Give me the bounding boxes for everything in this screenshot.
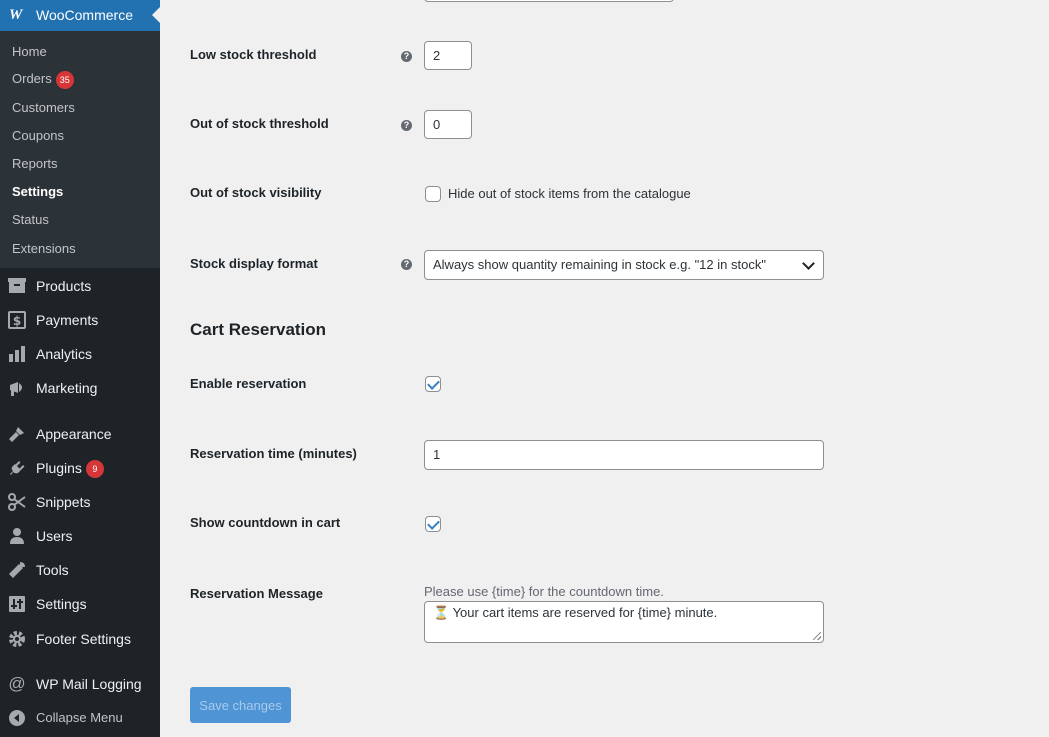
appearance-icon (8, 425, 26, 443)
plugins-icon (8, 459, 26, 477)
help-tip-icon[interactable]: ? (401, 259, 412, 270)
menu-item-users[interactable]: Users (0, 519, 160, 553)
low-stock-threshold-input[interactable]: 2 (424, 41, 472, 70)
previous-field-input[interactable] (424, 0, 674, 2)
menu-item-analytics[interactable]: Analytics (0, 337, 160, 371)
submenu-item-reports[interactable]: Reports (12, 156, 58, 171)
marketing-icon (8, 379, 26, 397)
at-sign-icon: @ (8, 674, 26, 693)
help-tip-icon[interactable]: ? (401, 120, 412, 131)
menu-item-woocommerce[interactable] (0, 0, 160, 31)
checkmark-icon (427, 377, 440, 390)
settings-content (160, 0, 1049, 737)
snippets-icon (8, 493, 26, 511)
hide-out-of-stock-checkbox-label[interactable]: Hide out of stock items from the catalogue (448, 186, 691, 201)
menu-item-plugins[interactable]: Plugins 9 (0, 451, 160, 485)
plugins-update-badge: 9 (86, 460, 104, 478)
out-of-stock-threshold-label: Out of stock threshold (190, 116, 329, 131)
payments-icon (8, 311, 26, 329)
enable-reservation-checkbox[interactable] (425, 376, 441, 392)
section-title: Cart Reservation (190, 320, 327, 339)
menu-item-payments[interactable]: $ Payments (0, 303, 160, 337)
reservation-time-input[interactable]: 1 (424, 440, 824, 470)
enable-reservation-label: Enable reservation (190, 376, 307, 391)
reservation-time-label: Reservation time (minutes) (190, 446, 357, 461)
collapse-menu-button[interactable]: Collapse Menu (0, 701, 160, 735)
menu-item-tools[interactable]: Tools (0, 553, 160, 587)
save-changes-button[interactable]: Save changes (190, 687, 291, 723)
menu-item-snippets[interactable]: Snippets (0, 485, 160, 519)
menu-item-footer-settings[interactable]: Footer Settings (0, 622, 160, 656)
menu-item-wp-mail-logging[interactable]: @ WP Mail Logging (8, 674, 142, 693)
stock-display-format-value: Always show quantity remaining in stock e.g. "12 in stock" (433, 257, 766, 272)
woocommerce-icon: W (9, 7, 23, 23)
menu-item-marketing[interactable]: Marketing (0, 371, 160, 405)
products-icon (8, 277, 26, 295)
tools-icon (8, 561, 26, 579)
menu-item-products[interactable]: Products (0, 269, 160, 303)
submenu-item-coupons[interactable]: Coupons (12, 128, 65, 143)
users-icon (8, 527, 26, 545)
checkmark-icon (427, 517, 440, 530)
low-stock-threshold-label: Low stock threshold (190, 47, 317, 62)
menu-item-appearance[interactable]: Appearance (0, 417, 160, 451)
out-of-stock-visibility-label: Out of stock visibility (190, 185, 322, 200)
reservation-message-value: ⏳ Your cart items are reserved for {time} minute. (433, 605, 718, 620)
collapse-icon (8, 709, 26, 727)
svg-text:$: $ (12, 314, 22, 328)
help-tip-icon[interactable]: ? (401, 51, 412, 62)
submenu-item-customers[interactable]: Customers (12, 100, 75, 115)
gear-icon (8, 630, 26, 648)
analytics-icon (8, 345, 26, 363)
woocommerce-submenu (0, 31, 160, 268)
reservation-message-textarea[interactable] (424, 601, 824, 643)
chevron-down-icon (802, 257, 815, 270)
stock-display-format-label: Stock display format (190, 256, 318, 271)
submenu-item-settings[interactable]: Settings (12, 184, 64, 199)
orders-count-badge: 35 (56, 71, 74, 89)
current-menu-arrow-icon (152, 7, 160, 23)
show-countdown-label: Show countdown in cart (190, 515, 341, 530)
submenu-item-orders[interactable]: Orders 35 (12, 70, 74, 89)
reservation-message-description: Please use {time} for the countdown time. (424, 584, 664, 599)
admin-sidebar (0, 0, 160, 737)
settings-icon (8, 595, 26, 613)
submenu-item-home[interactable]: Home (12, 44, 47, 59)
show-countdown-checkbox[interactable] (425, 516, 441, 532)
hide-out-of-stock-checkbox[interactable] (425, 186, 441, 202)
submenu-item-extensions[interactable]: Extensions (12, 241, 76, 256)
stock-display-format-select[interactable] (424, 250, 824, 280)
reservation-message-label: Reservation Message (190, 586, 323, 601)
menu-item-settings[interactable]: Settings (0, 587, 160, 621)
submenu-item-status[interactable]: Status (12, 212, 49, 227)
menu-item-label: WooCommerce (36, 7, 133, 23)
out-of-stock-threshold-input[interactable]: 0 (424, 110, 472, 139)
resize-handle-icon[interactable] (813, 632, 821, 640)
